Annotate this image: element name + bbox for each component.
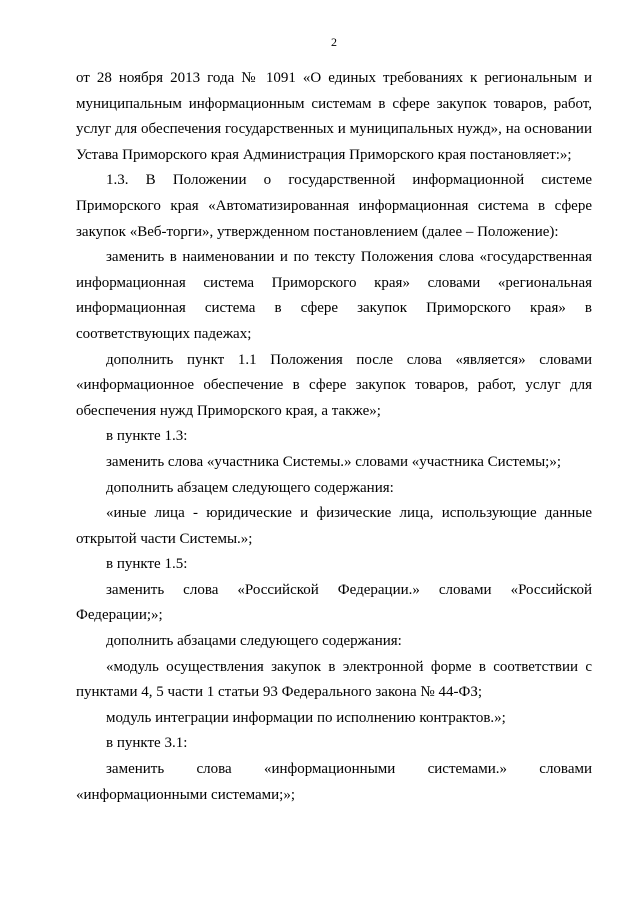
- document-body: [76, 66, 592, 808]
- paragraph-8: «иные лица - юридические и физические лица, использующие данные открытой части Системы.»;: [76, 505, 592, 547]
- paragraph-7: дополнить абзацем следующего содержания:: [106, 479, 394, 496]
- paragraph-11: дополнить абзацами следующего содержания:: [106, 633, 402, 650]
- paragraph-15: заменить слова «информационными системами.» словами «информационными системами;»;: [76, 761, 592, 803]
- paragraph-4: дополнить пункт 1.1 Положения после слова «является» словами «информационное обеспечение в сфере закупок товаров, работ, услуг для обеспечения нужд Приморского края, а также»;: [76, 351, 592, 419]
- paragraph-6: заменить слова «участника Системы.» словами «участника Системы;»;: [106, 453, 561, 470]
- paragraph-3: заменить в наименовании и по тексту Положения слова «государственная информационная система Приморского края» словами «региональная информационная система в сфере закупок Приморского края» в соответствующих падежах;: [76, 249, 592, 342]
- paragraph-10: заменить слова «Российской Федерации.» словами «Российской Федерации;»;: [76, 581, 592, 624]
- paragraph-13: модуль интеграции информации по исполнению контрактов.»;: [106, 709, 506, 726]
- paragraph-1: от 28 ноября 2013 года № 1091 «О единых требованиях к региональным и муниципальным информационным системам в сфере закупок товаров, работ, услуг для обеспечения государственных и муниципальных нужд», на основании Устава Приморского края Администрация Приморского края постановляет:»;: [76, 70, 592, 163]
- paragraph-5: в пункте 1.3:: [106, 428, 188, 445]
- paragraph-12: «модуль осуществления закупок в электронной форме в соответствии с пунктами 4, 5 части 1 статьи 93 Федерального закона № 44-ФЗ;: [76, 658, 592, 701]
- page-number: 2: [331, 35, 337, 49]
- paragraph-14: в пункте 3.1:: [106, 735, 188, 752]
- paragraph-9: в пункте 1.5:: [106, 556, 188, 573]
- paragraph-2: 1.3. В Положении о государственной информационной системе Приморского края «Автоматизированная информационная система в сфере закупок «Веб-торги», утвержденном постановлением (далее – Положение):: [76, 172, 592, 240]
